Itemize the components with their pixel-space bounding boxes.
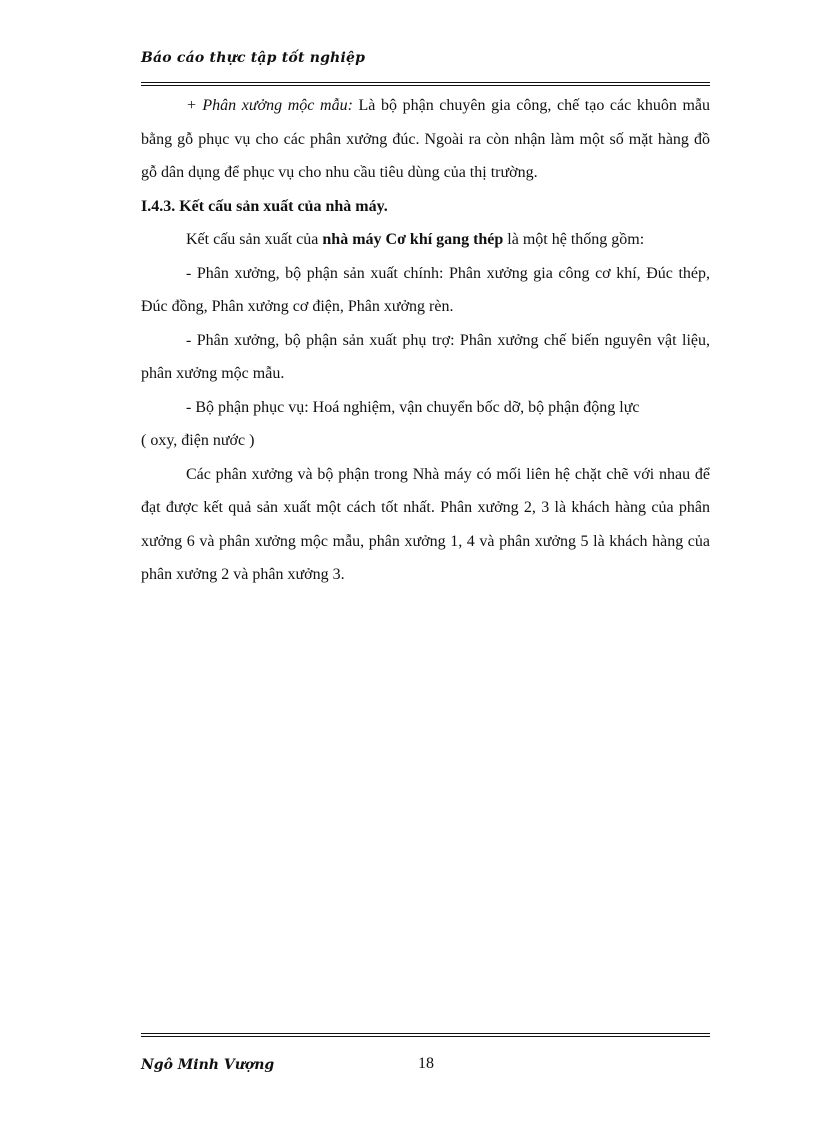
list-item-service-note: ( oxy, điện nước ) [141, 432, 255, 449]
paragraph-lead: + Phân xưởng mộc mẫu: [186, 97, 353, 114]
header-title: Báo cáo thực tập tốt nghiệp [141, 50, 366, 66]
footer-rule [141, 1033, 710, 1037]
paragraph-text: Là bộ phận chuyên gia công, chế tạo các khuôn mẫu bằng gỗ phục vụ cho các phân xưởng đúc. Ngoài ra còn nhận làm một số mặt hàng đồ gỗ dân dụng để phục vụ cho nhu cầu tiêu dùng của thị trường. [141, 97, 710, 181]
list-item-main-production: - Phân xưởng, bộ phận sản xuất chính: Phân xưởng gia công cơ khí, Đúc thép, Đúc đồng, Phân xưởng cơ điện, Phân xưởng rèn. [141, 264, 710, 315]
intro-bold: nhà máy Cơ khí gang thép [322, 231, 504, 248]
document-body [141, 89, 710, 592]
paragraph-wood-workshop [141, 89, 710, 190]
list-item-service: - Bộ phận phục vụ: Hoá nghiệm, vận chuyển bốc dỡ, bộ phận động lực [186, 398, 640, 416]
page-number: 18 [418, 1055, 434, 1072]
list-item-auxiliary-production: - Phân xưởng, bộ phận sản xuất phụ trợ: Phân xưởng chế biến nguyên vật liệu, phân xưởng mộc mẫu. [141, 331, 710, 382]
paragraph-structure-intro [141, 223, 710, 257]
section-heading: I.4.3. Kết cấu sản xuất của nhà máy. [141, 197, 388, 215]
intro-pre: Kết cấu sản xuất của [186, 231, 323, 248]
header-rule [141, 82, 710, 86]
paragraph-relationships: Các phân xưởng và bộ phận trong Nhà máy có mối liên hệ chặt chẽ với nhau để đạt được kết quả sản xuất một cách tốt nhất. Phân xưởng 2, 3 là khách hàng của phân xưởng 6 và phân xưởng mộc mẫu, phân xưởng 1, 4 và phân xưởng 5 là khách hàng của phân xưởng 2 và phân xưởng 3. [141, 465, 710, 583]
footer-author: Ngô Minh Vượng [141, 1057, 275, 1073]
intro-post: là một hệ thống gồm: [503, 231, 645, 248]
